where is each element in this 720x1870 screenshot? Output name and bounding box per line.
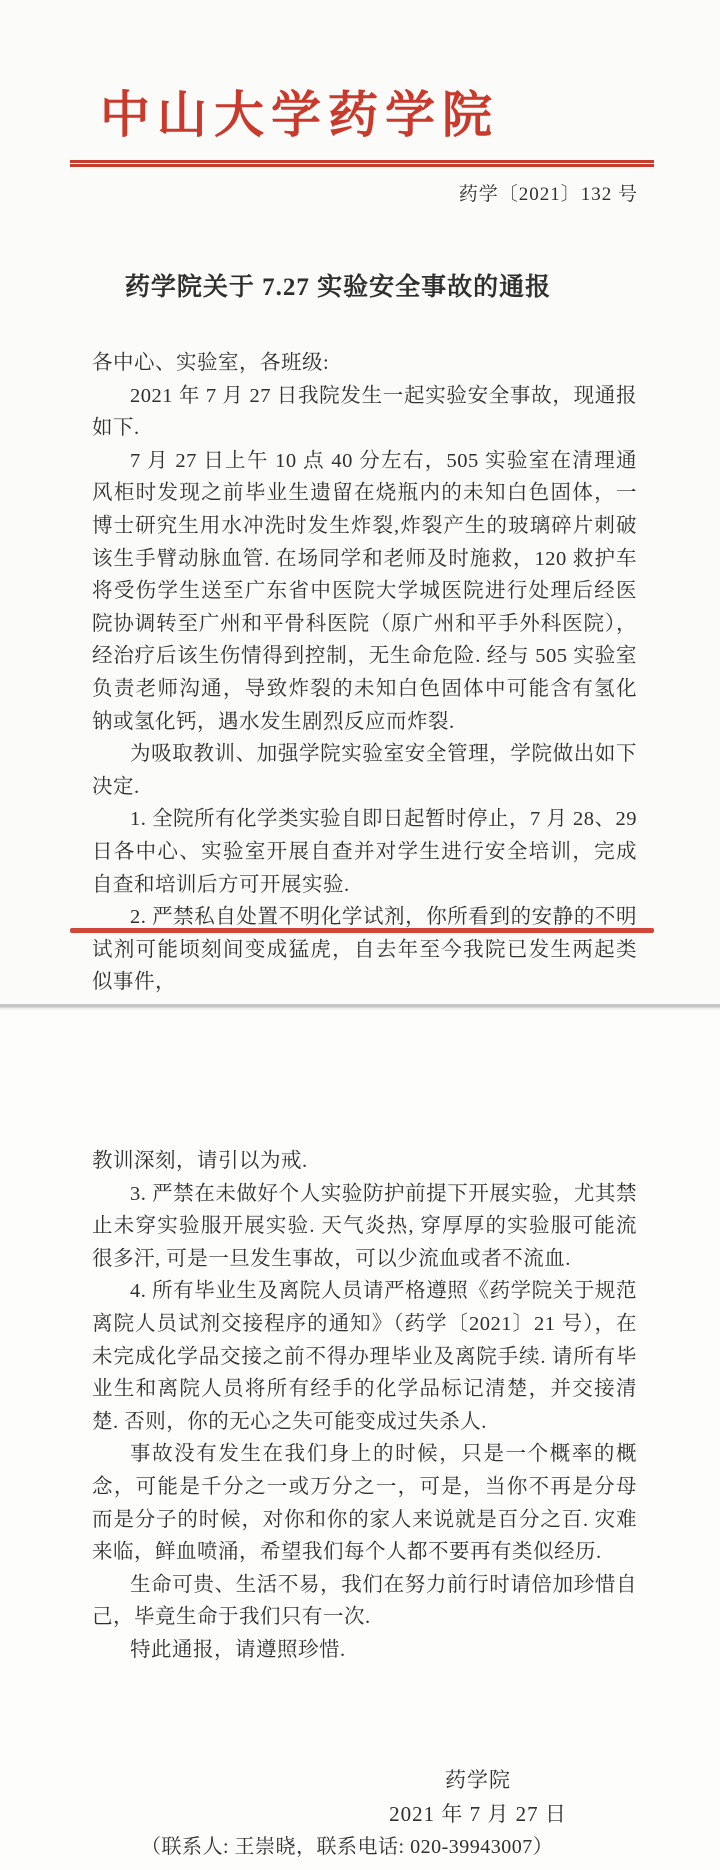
page1-footer-red-line [70,928,654,933]
body-paragraph: 2. 严禁私自处置不明化学试剂，你所看到的安静的不明试剂可能顷刻间变成猛虎，自去年至今我院已发生两起类似事件， [92,906,637,994]
body-paragraph: 7 月 27 日上午 10 点 40 分左右，505 实验室在清理通风柜时发现之前毕业生遗留在烧瓶内的未知白色固体，一博士研究生用水冲洗时发生炸裂,炸裂产生的玻璃碎片刺破该生手臂动脉血管. 在场同学和老师及时施救，120 救护车将受伤学生送至广东省中医院大学城医院进行处理后经医院协调转至广州和平骨科医院（原广州和平手外科医院），经治疗后该生伤情得到控制，无生命危险. 经与 505 实验室负责老师沟通，导致炸裂的未知白色固体中可能含有氢化钠或氢化钙，遇水发生剧烈反应而炸裂. [92,449,637,733]
signature-org: 药学院 [445,1767,511,1792]
body-paragraph: 教训深刻，请引以为戒. [92,1150,308,1172]
body-paragraph: 1. 全院所有化学类实验自即日起暂时停止，7 月 28、29 日各中心、实验室开展自查并对学生进行安全培训，完成自查和培训后方可开展实验. [92,808,637,896]
document-number: 药学〔2021〕132 号 [458,184,638,205]
body-paragraph: 3. 严禁在未做好个人实验防护前提下开展实验，尤其禁止未穿实验服开展实验. 天气炎热, 穿厚厚的实验服可能流很多汗, 可是一旦发生事故，可以少流血或者不流血. [92,1182,637,1270]
body-paragraph: 4. 所有毕业生及离院人员请严格遵照《药学院关于规范离院人员试剂交接程序的通知》（药学〔2021〕21 号），在未完成化学品交接之前不得办理毕业及离院手续. 请所有毕业生和离院人员将所有经手的化学品标记清楚，并交接清楚. 否则，你的无心之失可能变成过失杀人. [92,1280,637,1433]
body-paragraph: 2021 年 7 月 27 日我院发生一起实验安全事故，现通报如下. [92,384,637,440]
notice-page-2 [0,1010,720,1870]
body-paragraph: 为吸取教训、加强学院实验室安全管理，学院做出如下决定. [92,743,637,798]
signature-block [358,1763,598,1831]
signature-date: 2021 年 7 月 27 日 [389,1801,567,1826]
body-paragraph: 生命可贵、生活不易，我们在努力前行时请倍加珍惜自己，毕竟生命于我们只有一次. [92,1573,637,1629]
body-paragraph: 特此通报，请遵照珍惜. [130,1638,346,1661]
body-paragraph: 事故没有发生在我们身上的时候，只是一个概率的概念，可能是千分之一或万分之一，可是，当你不再是分母而是分子的时候，对你和你的家人来说就是百分之百. 灾难来临，鲜血喷涌，希望我们每个人都不要再有类似经历. [92,1443,637,1564]
letterhead-org-title: 中山大学药学院 [100,87,499,143]
notice-title: 药学院关于 7.27 实验安全事故的通报 [124,274,552,301]
letterhead-double-rule [70,160,654,167]
notice-body-page-1 [92,347,637,999]
contact-info: （联系人: 王崇晓，联系电话: 020-39943007） [141,1835,554,1858]
body-paragraph: 各中心、实验室，各班级: [92,352,330,374]
notice-body-page-2 [92,1145,637,1667]
